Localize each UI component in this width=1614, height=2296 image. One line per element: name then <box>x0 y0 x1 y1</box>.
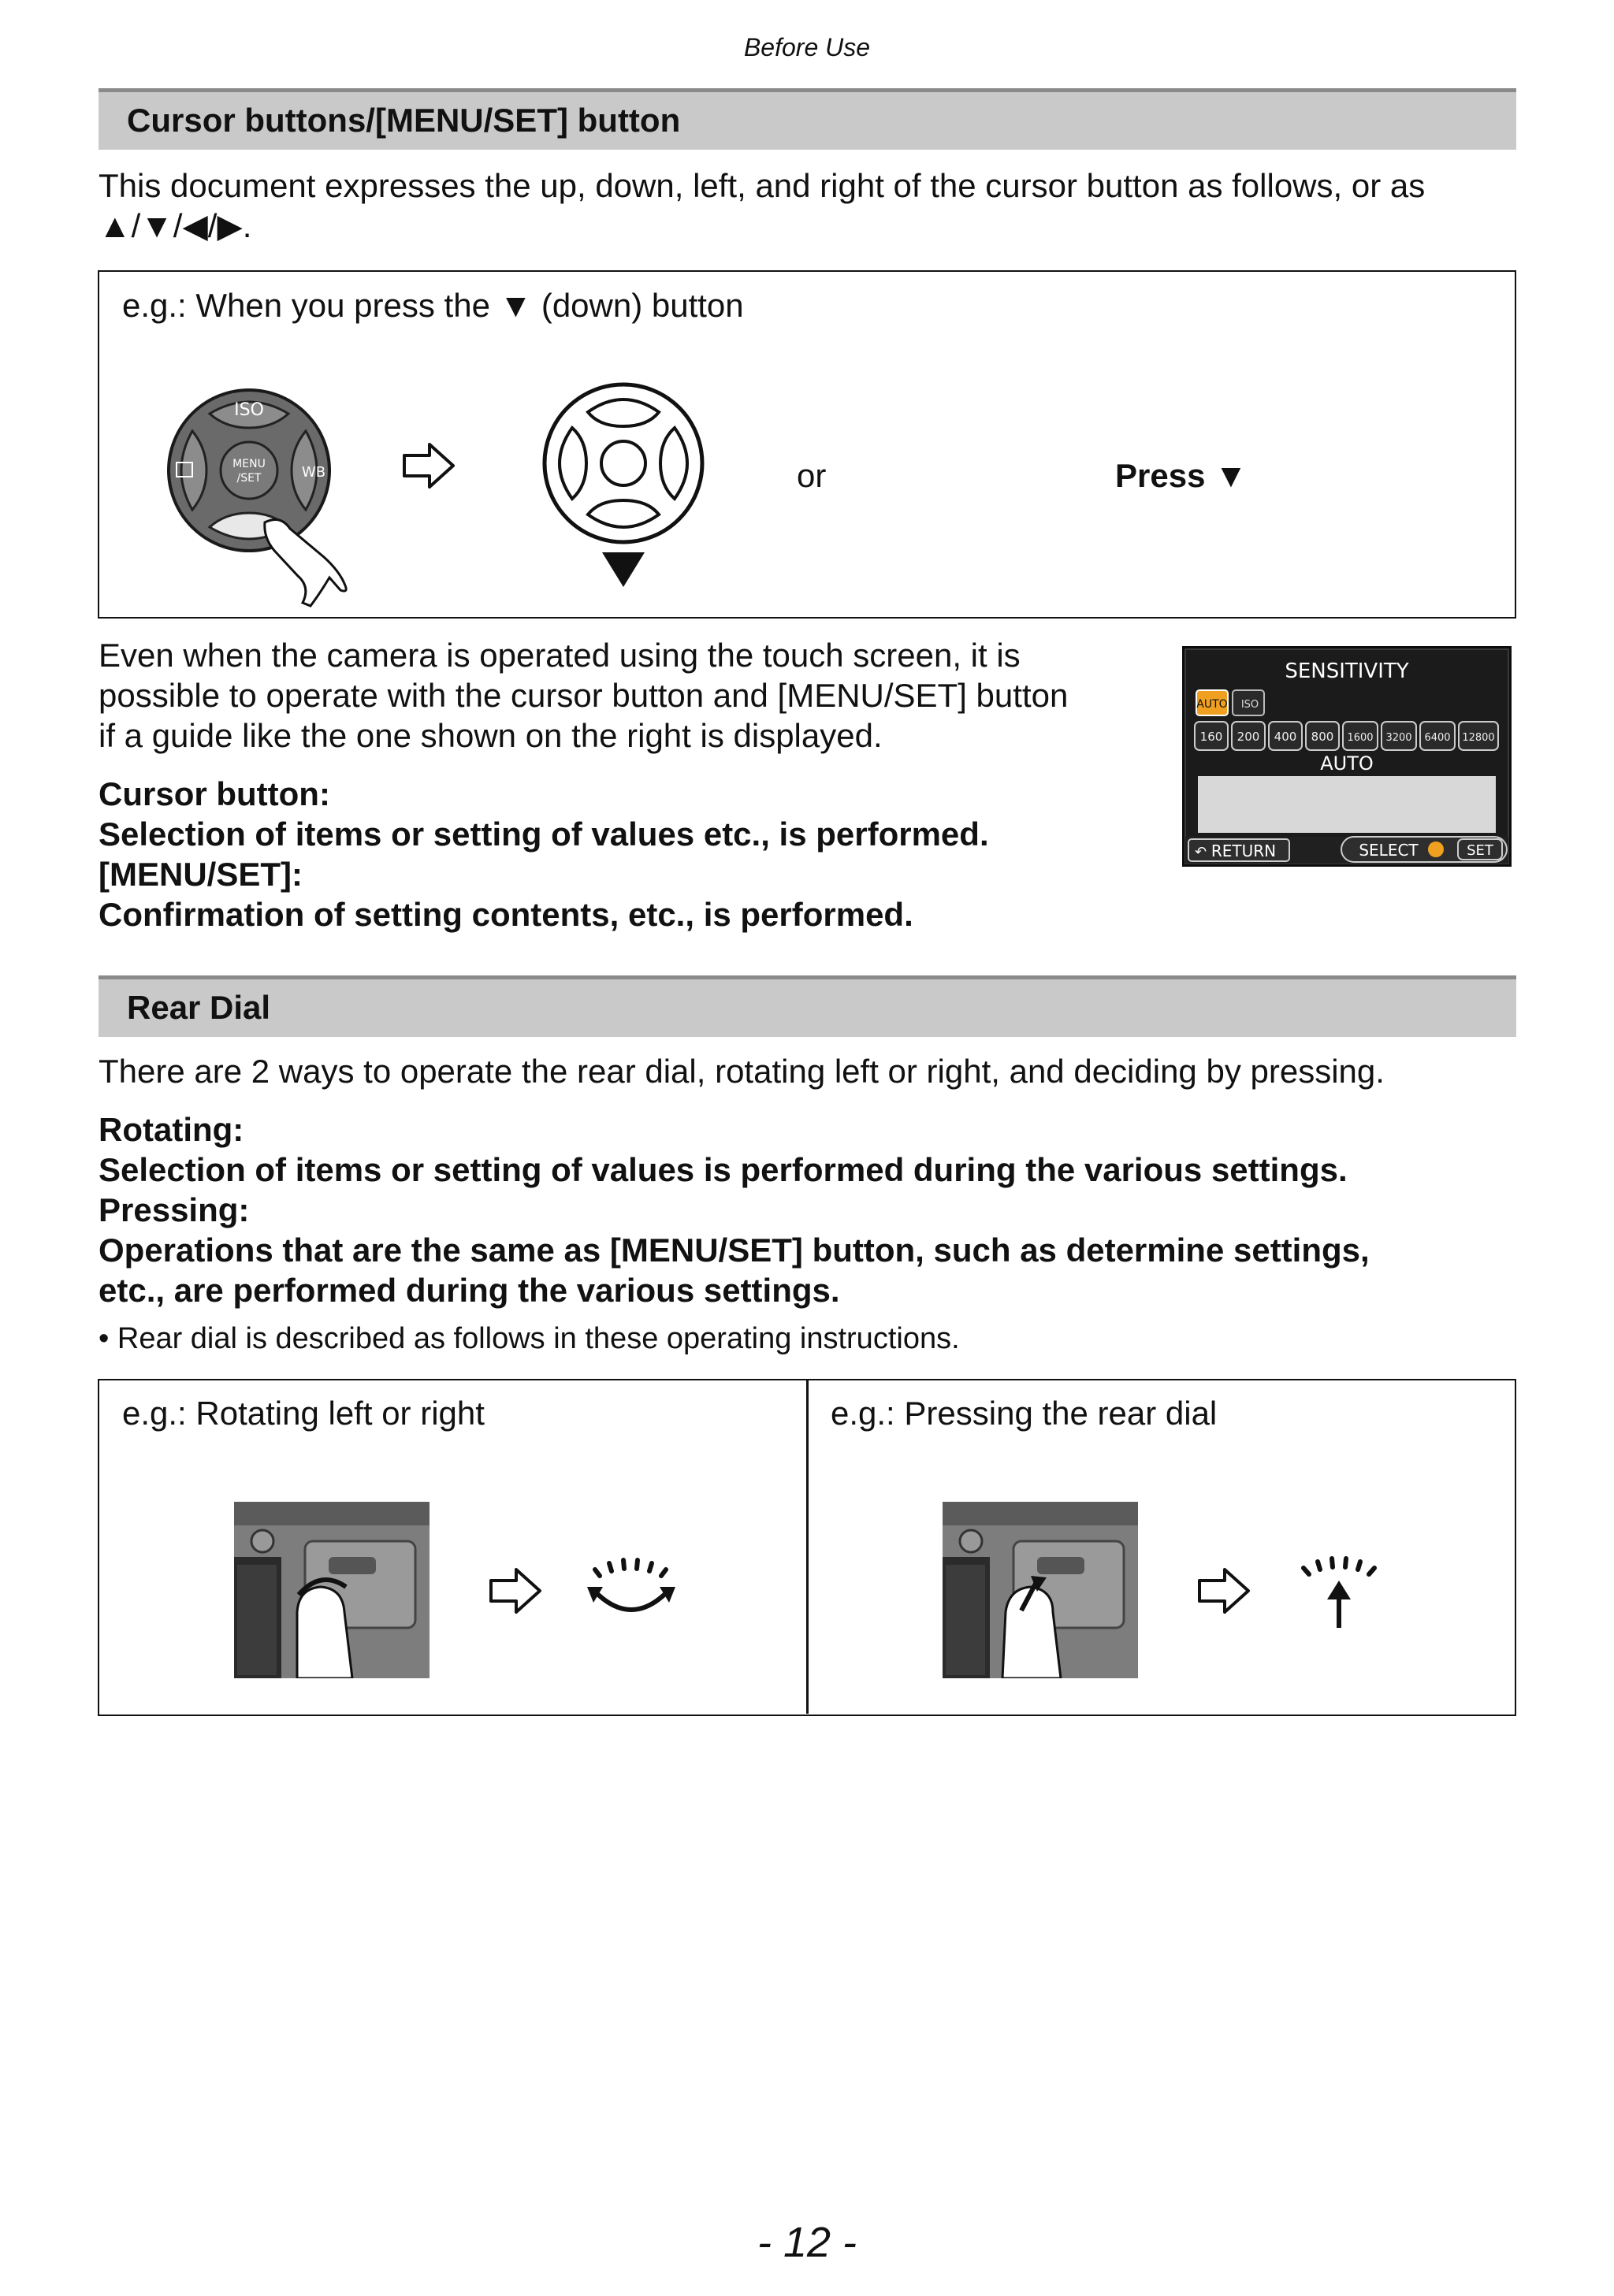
rotate-dial-icon <box>584 1555 679 1626</box>
hollow-arrow-right-icon <box>1196 1566 1253 1615</box>
intro-line-2: ▲/▼/◀/▶. <box>99 207 252 244</box>
down-arrow-indicator-icon <box>602 552 645 587</box>
iso-value: 3200 <box>1385 732 1412 744</box>
example-rotating-caption: e.g.: Rotating left or right <box>122 1395 485 1432</box>
hollow-arrow-right-icon <box>401 441 458 490</box>
dial-label-set: /SET <box>236 472 262 485</box>
cursor-dial-illustration <box>162 382 415 611</box>
rear-dial-definitions <box>99 1109 1517 1310</box>
cursor-select-icon <box>1428 841 1444 857</box>
intro-line-1: This document expresses the up, down, left, and right of the cursor button as follows, or as <box>99 167 1426 204</box>
return-label: RETURN <box>1210 841 1277 860</box>
rotating-desc: Selection of items or setting of values is performed during the various settings. <box>99 1151 1348 1188</box>
rotating-label: Rotating: <box>99 1111 244 1148</box>
dial-label-menu: MENU <box>232 458 266 470</box>
rear-dial-example-table <box>98 1379 1516 1716</box>
touch-line-3: if a guide like the one shown on the right is displayed. <box>99 717 883 754</box>
cursor-definitions <box>99 774 1147 934</box>
iso-value: 400 <box>1274 730 1297 744</box>
auto-tab-label: AUTO <box>1196 698 1228 711</box>
camera-rear-rotate-photo <box>234 1502 430 1678</box>
dial-label-wb: WB <box>301 464 326 481</box>
section-heading-text: Rear Dial <box>127 989 271 1026</box>
set-label: SET <box>1467 842 1493 859</box>
sensitivity-screen <box>1182 646 1512 867</box>
iso-value: 800 <box>1311 730 1334 744</box>
iso-tab-label: ISO <box>1240 699 1259 711</box>
example-pressing-caption: e.g.: Pressing the rear dial <box>831 1395 1218 1432</box>
intro-paragraph <box>99 165 1517 246</box>
menuset-label: [MENU/SET]: <box>99 856 303 893</box>
finger-icon <box>265 519 346 606</box>
section-heading-text: Cursor buttons/[MENU/SET] button <box>127 102 681 139</box>
section-heading-rear-dial <box>99 975 1516 1037</box>
touch-line-2: possible to operate with the cursor button and [MENU/SET] button <box>99 677 1069 714</box>
cursor-button-label: Cursor button: <box>99 775 330 812</box>
iso-value-row <box>1195 722 1498 750</box>
page-number: - 12 - <box>757 2219 857 2266</box>
rear-dial-intro: There are 2 ways to operate the rear dial, rotating left or right, and deciding by pressing. <box>99 1053 1385 1090</box>
or-text: or <box>797 457 827 494</box>
bullet-icon: • <box>99 1322 117 1355</box>
pressing-desc-2: etc., are performed during the various settings. <box>99 1272 840 1309</box>
menuset-desc: Confirmation of setting contents, etc., is performed. <box>99 896 913 933</box>
cursor-button-diagram <box>541 381 706 593</box>
screen-title: SENSITIVITY <box>1285 659 1409 683</box>
touch-screen-paragraph <box>99 635 1147 756</box>
dial-label-iso: ISO <box>234 400 264 420</box>
hollow-arrow-right-icon <box>488 1566 545 1615</box>
camera-rear-press-photo <box>943 1502 1138 1678</box>
rear-dial-note <box>99 1322 960 1356</box>
iso-value: 12800 <box>1462 732 1495 744</box>
example-box-down-button <box>98 270 1516 619</box>
press-dial-icon <box>1296 1555 1382 1634</box>
iso-value: 6400 <box>1424 732 1451 744</box>
example-caption: e.g.: When you press the ▼ (down) button <box>122 287 744 324</box>
iso-value: 1600 <box>1347 732 1374 744</box>
screen-info-area <box>1198 776 1496 833</box>
pressing-desc-1: Operations that are the same as [MENU/SET] button, such as determine settings, <box>99 1232 1370 1269</box>
press-down-text: Press ▼ <box>1115 457 1248 494</box>
page-header: Before Use <box>743 33 871 61</box>
cursor-button-desc: Selection of items or setting of values etc., is performed. <box>99 815 989 853</box>
screen-current-value: AUTO <box>1320 752 1374 775</box>
section-heading-cursor-buttons <box>99 88 1516 150</box>
pressing-label: Pressing: <box>99 1191 250 1228</box>
table-divider <box>806 1380 809 1714</box>
iso-value: 200 <box>1237 730 1260 744</box>
return-icon: ↶ <box>1195 844 1207 860</box>
touch-line-1: Even when the camera is operated using the touch screen, it is <box>99 637 1021 674</box>
select-label: SELECT <box>1359 841 1419 860</box>
note-text: Rear dial is described as follows in these operating instructions. <box>117 1322 960 1355</box>
finger-icon <box>1002 1587 1061 1678</box>
iso-value: 160 <box>1199 730 1223 744</box>
